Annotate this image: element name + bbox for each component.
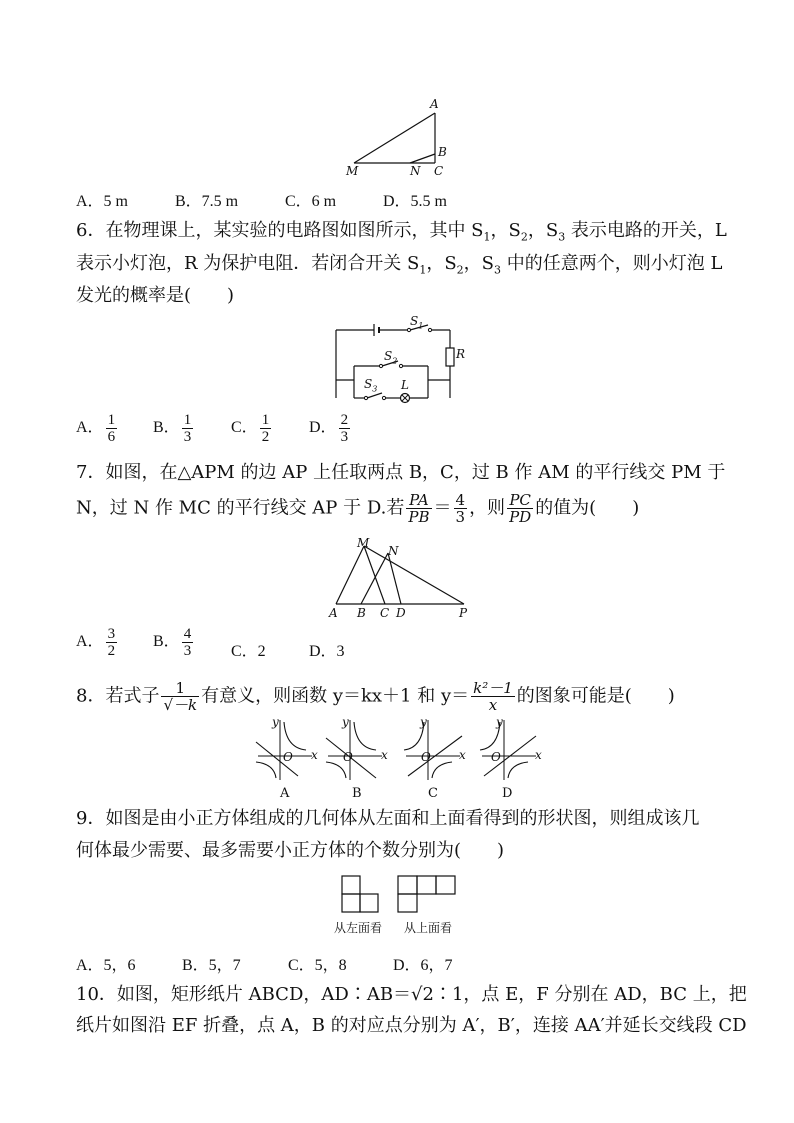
q9-option-c[interactable]: C．5，8: [288, 957, 347, 974]
q9-left-view-caption: 从左面看: [334, 921, 383, 935]
q8-b-x: x: [381, 748, 388, 762]
q8-a-y: y: [272, 715, 279, 729]
q5-label-M: M: [346, 164, 359, 178]
q8-c-x: x: [459, 748, 466, 762]
q7-text-line2: N，过 N 作 MC 的平行线交 AP 于 D.若 $\frac{PA}{PB}$ ＝ $\frac{4}{3}$ ，则 $\frac{PC}{PD}$ 的值为( ): [76, 491, 640, 526]
q5-option-c[interactable]: C．6 m: [285, 193, 337, 210]
q9-views-figure: [0, 874, 794, 924]
q8-c-y: y: [420, 715, 427, 729]
q8-b-y: y: [342, 715, 349, 729]
q8-graph-c: [404, 720, 462, 780]
q7-option-a[interactable]: A． $\frac{3}{2}$: [76, 626, 116, 659]
q5-option-d[interactable]: D．5.5 m: [383, 193, 448, 210]
q7-label-D: D: [396, 606, 406, 620]
q6-text-line2: 表示小灯泡，R 为保护电阻．若闭合开关 $S_1$，$S_2$，$S_3$ 中的任意两个，则小灯泡 L: [76, 253, 723, 277]
q9-option-a[interactable]: A．5，6: [76, 957, 136, 974]
q9-top-view-caption: 从上面看: [404, 921, 453, 935]
q7-label-A: A: [329, 606, 338, 620]
q8-option-b[interactable]: B: [352, 786, 362, 801]
q7-label-N: N: [388, 544, 399, 558]
q6-label-S3: $S_3$: [364, 377, 378, 394]
q6-text-line3: 发光的概率是( ): [76, 285, 235, 306]
q8-a-x: x: [311, 748, 318, 762]
q7-label-P: P: [459, 606, 468, 620]
q7-label-B: B: [357, 606, 366, 620]
q5-option-a[interactable]: A．5 m: [76, 193, 129, 210]
q8-text-line: 8．若式子 $\frac{1}{√-k}$ 有意义，则函数 y＝kx＋1 和 y＝ $\frac{\text{k²－1}}{x}$ 的图象可能是( ): [76, 679, 675, 714]
q6-option-a[interactable]: A． $\frac{1}{6}$: [76, 412, 116, 445]
q8-d-o: O: [491, 750, 501, 764]
q8-graph-d: [480, 720, 536, 780]
q5-label-A: A: [430, 97, 439, 111]
q5-label-C: C: [434, 164, 444, 178]
q9-option-b[interactable]: B．5，7: [182, 957, 241, 974]
q6-option-c[interactable]: C． $\frac{1}{2}$: [231, 412, 270, 445]
q8-graph-b: [326, 720, 382, 780]
q8-option-c[interactable]: C: [428, 786, 438, 801]
q8-option-a[interactable]: A: [280, 786, 290, 801]
q5-option-b[interactable]: B．7.5 m: [175, 193, 239, 210]
q9-option-d[interactable]: D．6，7: [393, 957, 453, 974]
q6-text-line1: 6．在物理课上，某实验的电路图如图所示，其中 $S_1$，$S_2$，$S_3$ 表示电路的开关，L: [76, 220, 727, 244]
q6-label-S1: $S_1$: [410, 314, 424, 331]
q6-option-d[interactable]: D． $\frac{2}{3}$: [309, 412, 349, 445]
q6-option-b[interactable]: B． $\frac{1}{3}$: [153, 412, 192, 445]
q8-b-o: O: [343, 750, 353, 764]
q7-label-M: M: [357, 536, 370, 550]
q7-option-c[interactable]: C．2: [231, 643, 266, 660]
q9-text-line1: 9．如图是由小正方体组成的几何体从左面和上面看得到的形状图，则组成该几: [76, 808, 700, 829]
q7-label-C: C: [380, 606, 390, 620]
q8-d-y: y: [496, 715, 503, 729]
q6-label-R: R: [456, 347, 466, 361]
q8-option-d[interactable]: D: [502, 786, 513, 801]
q7-option-d[interactable]: D．3: [309, 643, 345, 660]
q9-text-line2: 何体最少需要、最多需要小正方体的个数分别为( ): [76, 840, 505, 861]
q8-c-o: O: [421, 750, 431, 764]
q5-label-B: B: [438, 145, 447, 159]
q10-text-line2: 纸片如图沿 EF 折叠，点 A，B 的对应点分别为 A′，B′，连接 AA′并延长交线段 CD: [76, 1015, 747, 1036]
q8-a-o: O: [283, 750, 293, 764]
q5-triangle-figure: [0, 96, 794, 176]
q7-text-line1: 7．如图，在△APM 的边 AP 上任取两点 B，C，过 B 作 AM 的平行线交 PM 于: [76, 462, 726, 483]
q8-graphs-figure: [0, 714, 794, 784]
q6-label-S2: $S_2$: [384, 349, 398, 366]
q10-text-line1: 10．如图，矩形纸片 ABCD，AD∶AB＝√2∶1，点 E，F 分别在 AD，BC 上，把: [76, 984, 747, 1005]
q6-label-L: L: [401, 378, 409, 392]
q7-option-b[interactable]: B． $\frac{4}{3}$: [153, 626, 192, 659]
q5-label-N: N: [410, 164, 421, 178]
q8-d-x: x: [535, 748, 542, 762]
